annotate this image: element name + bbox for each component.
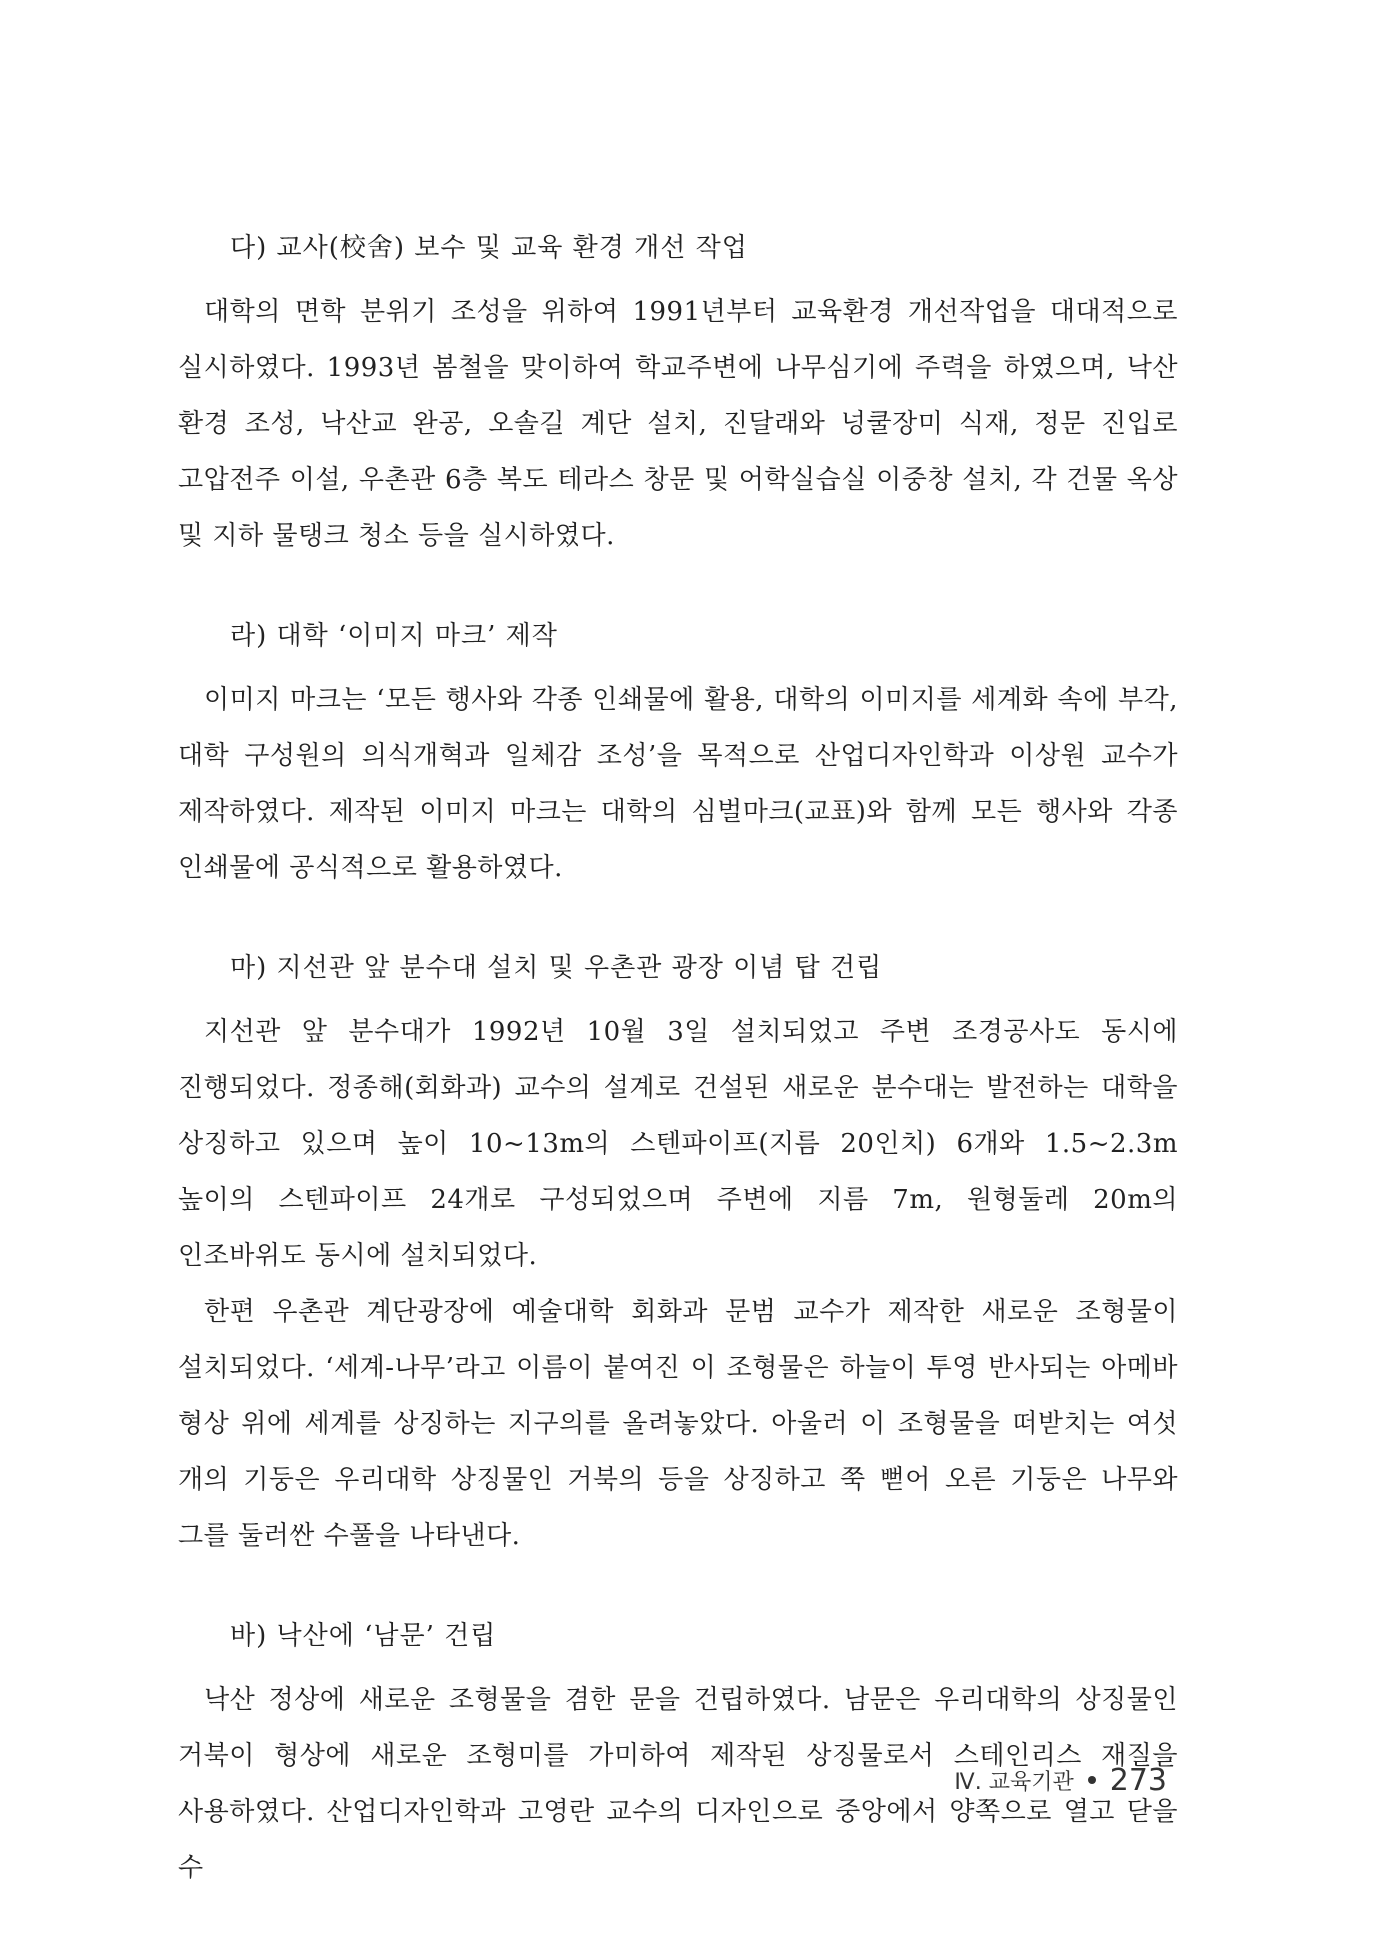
section-heading: 라) 대학 ‘이미지 마크’ 제작 [230, 621, 558, 651]
section-heading: 마) 지선관 앞 분수대 설치 및 우촌관 광장 이념 탑 건립 [230, 953, 883, 983]
page-body [178, 230, 1178, 1950]
paragraph: 이미지 마크는 ‘모든 행사와 각종 인쇄물에 활용, 대학의 이미지를 세계화 속에 부각, 대학 구성원의 의식개혁과 일체감 조성’을 목적으로 산업디자인학과 이상원 교수가 제작하였다. 제작된 이미지 마크는 대학의 심벌마크(교표)와 함께 모든 행사와 각종 인쇄물에 공식적으로 활용하였다. [178, 685, 1178, 883]
paragraph: 한편 우촌관 계단광장에 예술대학 회화과 문범 교수가 제작한 새로운 조형물이 설치되었다. ‘세계-나무’라고 이름이 붙여진 이 조형물은 하늘이 투영 반사되는 아메바 형상 위에 세계를 상징하는 지구의를 올려놓았다. 아울러 이 조형물을 떠받치는 여섯 개의 기둥은 우리대학 상징물인 거북의 등을 상징하고 쭉 뻗어 오른 기둥은 나무와 그를 둘러싼 수풀을 나타낸다. [178, 1297, 1178, 1551]
section-heading: 다) 교사(校舍) 보수 및 교육 환경 개선 작업 [230, 233, 748, 263]
section-school-building-repair [178, 230, 1178, 564]
page-footer [954, 1760, 1167, 1800]
section-fountain-and-monument [178, 950, 1178, 1564]
section-south-gate [178, 1618, 1178, 1896]
section-image-mark [178, 618, 1178, 896]
bullet-icon [1088, 1776, 1096, 1784]
footer-chapter-label: Ⅳ. 교육기관 [954, 1769, 1074, 1795]
paragraph: 낙산 정상에 새로운 조형물을 겸한 문을 건립하였다. 남문은 우리대학의 상징물인 거북이 형상에 새로운 조형미를 가미하여 제작된 상징물로서 스테인리스 재질을 사용하였다. 산업디자인학과 고영란 교수의 디자인으로 중앙에서 양쪽으로 열고 닫을 수 [178, 1685, 1178, 1883]
page-number: 273 [1109, 1762, 1167, 1798]
paragraph: 지선관 앞 분수대가 1992년 10월 3일 설치되었고 주변 조경공사도 동시에 진행되었다. 정종해(회화과) 교수의 설계로 건설된 새로운 분수대는 발전하는 대학을 상징하고 있으며 높이 10~13m의 스텐파이프(지름 20인치) 6개와 1.5~2.3m 높이의 스텐파이프 24개로 구성되었으며 주변에 지름 7m, 원형둘레 20m의 인조바위도 동시에 설치되었다. [178, 1017, 1178, 1271]
section-heading: 바) 낙산에 ‘남문’ 건립 [230, 1621, 497, 1651]
paragraph: 대학의 면학 분위기 조성을 위하여 1991년부터 교육환경 개선작업을 대대적으로 실시하였다. 1993년 봄철을 맞이하여 학교주변에 나무심기에 주력을 하였으며, 낙산 환경 조성, 낙산교 완공, 오솔길 계단 설치, 진달래와 넝쿨장미 식재, 정문 진입로 고압전주 이설, 우촌관 6층 복도 테라스 창문 및 어학실습실 이중창 설치, 각 건물 옥상 및 지하 물탱크 청소 등을 실시하였다. [178, 297, 1178, 551]
